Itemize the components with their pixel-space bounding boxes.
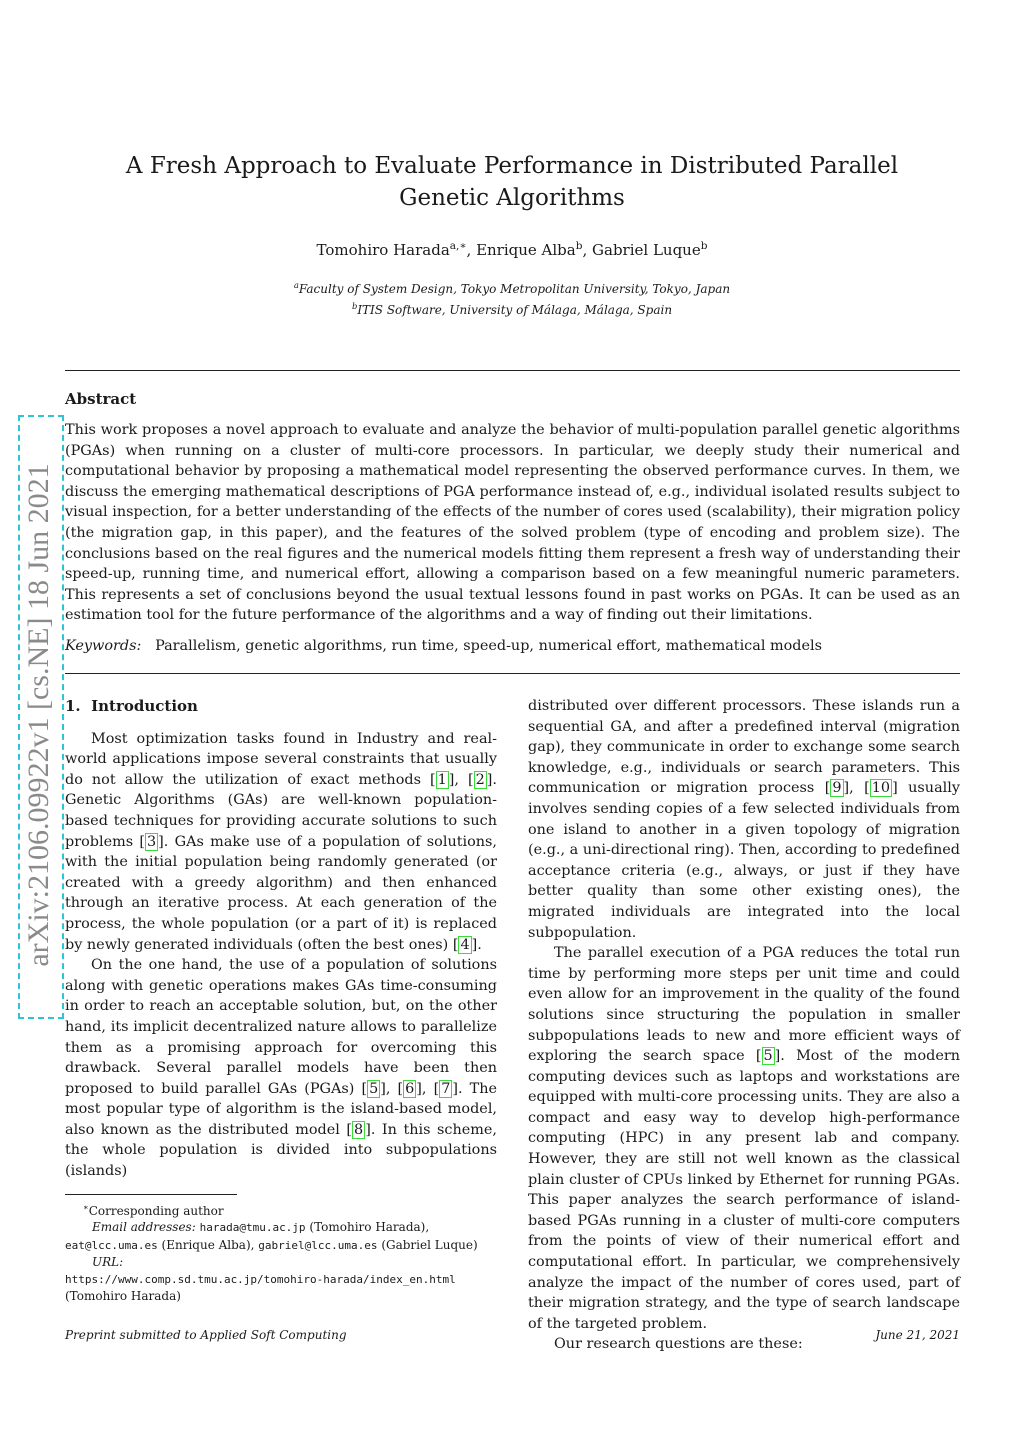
body-paragraph: Most optimization tasks found in Industry and real-world applications impose several constraints that usually do not allow the utilization of exact methods [ 1 ], [ 2 ]. Genetic Algorithms (GAs) are well-known population-based techniques for providing accurate solutions to such problems [ 3 ]. GAs make use of a population of solutions, with the initial population being randomly generated (or created with a greedy algorithm) and then enhanced through an iterative process. At each generation of the process, the whole population (or a part of it) is replaced by newly generated individuals (often the best ones) [ 4 ]. bbox=[65, 730, 497, 953]
author-affil-mark: b bbox=[700, 240, 708, 252]
email-owner: (Gabriel Luque) bbox=[381, 1237, 478, 1252]
right-column bbox=[528, 696, 960, 1355]
preprint-note: Preprint submitted to Applied Soft Computing bbox=[65, 1328, 347, 1342]
keywords-text: Parallelism, genetic algorithms, run time, speed-up, numerical effort, mathematical models bbox=[155, 638, 823, 654]
citation-link[interactable]: 8 bbox=[354, 1121, 364, 1138]
preprint-date: June 21, 2021 bbox=[875, 1328, 960, 1342]
author-affil-mark: b bbox=[575, 240, 583, 252]
affiliation-line bbox=[0, 298, 1024, 319]
email-owner: (Enrique Alba), bbox=[161, 1237, 255, 1252]
left-column-body bbox=[65, 729, 497, 1182]
citation-link[interactable]: 10 bbox=[871, 780, 891, 797]
abstract-bottom-rule bbox=[65, 673, 960, 674]
affil-mark: a bbox=[293, 280, 299, 290]
right-column-body bbox=[528, 696, 960, 1355]
body-paragraph: distributed over different processors. These islands run a sequential GA, and after a predefined interval (migration gap), they communicate in order to exchange some search knowledge, e.g., individuals or search parameters. This communication or migration process [ 9 ], [ 10 ] usually involves sending copies of a few selected individuals from one island to another in a given topology of migration (e.g., a uni-directional ring). Then, according to predefined acceptance criteria (e.g., always, or just if they have better quality than some other existing ones), the migrated individuals are integrated into the local subpopulation. bbox=[528, 698, 960, 941]
author-name: Tomohiro Harada bbox=[316, 241, 450, 259]
affiliations bbox=[0, 277, 1024, 319]
body-paragraph: On the one hand, the use of a population of solutions along with genetic operations makes GAs time-consuming in order to reach an acceptable solution, but, on the other hand, its implicit decentralized nature allows to parallelize them as a promising approach for overcoming this drawback. Several parallel models have been then proposed to build parallel GAs (PGAs) [ 5 ], [ 6 ], [ 7 ]. The most popular type of algorithm is the island-based model, also known as the distributed model [ 8 ]. In this scheme, the whole population is divided into subpopulations (islands) bbox=[65, 957, 497, 1180]
email-label: Email addresses: bbox=[92, 1220, 196, 1235]
left-column bbox=[65, 696, 497, 1182]
footnote bbox=[65, 1199, 497, 1304]
url-label: URL: bbox=[92, 1255, 124, 1270]
abstract-text: This work proposes a novel approach to evaluate and analyze the behavior of multi-population parallel genetic algorithms (PGAs) when running on a cluster of multi-core processors. In particular, we deeply study their numerical and computational behavior by proposing a mathematical model representing the observed performance curves. In them, we discuss the emerging mathematical descriptions of PGA performance instead of, e.g., individual isolated results subject to visual inspection, for a better understanding of the effects of the number of cores used (scalability), their migration policy (the migration gap, in this paper), and the features of the solved problem (type of encoding and problem size). The conclusions based on the real figures and the numerical models fitting them represent a fresh way of understanding their speed-up, running time, and numerical effort, allowing a comparison based on a few meaningful numeric parameters. This represents a set of conclusions beyond the usual textual lessons found in past works on PGAs. It can be used as an estimation tool for the future performance of the algorithms and a way of finding out their limitations. bbox=[65, 422, 960, 624]
footnote-corresponding: Corresponding author bbox=[88, 1204, 224, 1218]
footnote-rule bbox=[65, 1194, 237, 1195]
url-link[interactable]: https://www.comp.sd.tmu.ac.jp/tomohiro-harada/index_en.html bbox=[65, 1272, 456, 1286]
citation-link[interactable]: 5 bbox=[369, 1080, 379, 1097]
citation-link[interactable]: 6 bbox=[405, 1080, 415, 1097]
section-title: Introduction bbox=[91, 697, 198, 715]
citation-link[interactable]: 7 bbox=[441, 1080, 451, 1097]
affiliation-line bbox=[0, 277, 1024, 298]
url-owner: (Tomohiro Harada) bbox=[65, 1289, 181, 1304]
email-link[interactable]: gabriel@lcc.uma.es bbox=[258, 1238, 378, 1252]
affil-text: Faculty of System Design, Tokyo Metropolitan University, Tokyo, Japan bbox=[298, 282, 731, 296]
author-affil-mark: a,∗ bbox=[449, 240, 467, 252]
affil-text: ITIS Software, University of Málaga, Málaga, Spain bbox=[357, 303, 673, 317]
author-name: Gabriel Luque bbox=[592, 241, 701, 259]
email-link[interactable]: harada@tmu.ac.jp bbox=[199, 1221, 306, 1235]
body-paragraph: Our research questions are these: bbox=[554, 1336, 803, 1353]
paper-title: A Fresh Approach to Evaluate Performance in Distributed Parallel Genetic Algorithms bbox=[125, 153, 899, 211]
citation-link[interactable]: 2 bbox=[475, 771, 485, 788]
footnote-marker: ∗ bbox=[83, 1202, 89, 1212]
email-link[interactable]: eat@lcc.uma.es bbox=[65, 1238, 158, 1252]
keywords-label: Keywords: bbox=[65, 638, 142, 654]
section-heading bbox=[65, 696, 497, 717]
keywords-line bbox=[65, 638, 960, 654]
abstract-heading: Abstract bbox=[65, 390, 137, 408]
body-paragraph: The parallel execution of a PGA reduces the total run time by performing more steps per unit time and could even allow for an improvement in the quality of the found solutions since structuring the population in smaller subpopulations leads to new and more efficient ways of exploring the search space [ 5 ]. Most of the modern computing devices such as laptops and workstations are equipped with multi-core processing units. They are also a compact and easy way to develop high-performance computing (HPC) in any present lab and company. However, they are still not well known as the classical plain cluster of CPUs linked by Ethernet for running PGAs. This paper analyzes the search performance of island-based PGAs running in a cluster of multi-core computers from the points of view of their numerical effort and computational effort. In particular, we comprehensively analyze the impact of the number of cores used, part of their migration strategy, and the type of search landscape of the targeted problem. bbox=[528, 945, 960, 1332]
citation-link[interactable]: 3 bbox=[147, 833, 157, 850]
email-owner: (Tomohiro Harada), bbox=[309, 1220, 430, 1235]
affil-mark: b bbox=[351, 301, 358, 311]
author-name: Enrique Alba bbox=[476, 241, 576, 259]
section-number: 1. bbox=[65, 697, 81, 715]
abstract-top-rule bbox=[65, 370, 960, 371]
arxiv-stamp: arXiv:2106.09922v1 [cs.NE] 18 Jun 2021 bbox=[22, 463, 55, 967]
citation-link[interactable]: 4 bbox=[460, 936, 470, 953]
citation-link[interactable]: 1 bbox=[437, 771, 447, 788]
author-list: Tomohiro Harada$^{a,∗}$, Enrique Alba$^b$, Gabriel Luque$^b$ bbox=[316, 240, 708, 259]
citation-link[interactable]: 9 bbox=[832, 780, 842, 797]
citation-link[interactable]: 5 bbox=[763, 1048, 773, 1065]
